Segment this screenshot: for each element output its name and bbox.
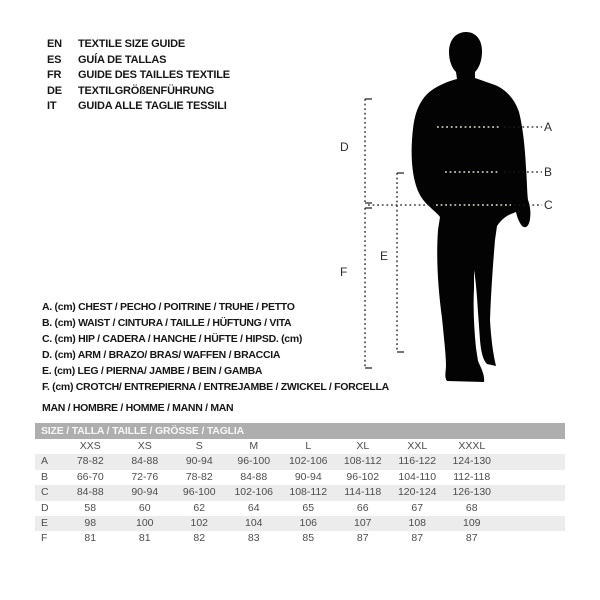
language-code: FR: [47, 69, 62, 82]
size-cell: 85: [302, 532, 315, 545]
measurement-legend: [42, 299, 389, 414]
col-header-l: L: [305, 440, 312, 452]
size-cell: 112-118: [453, 470, 491, 483]
size-cell: 84-88: [131, 455, 159, 468]
col-header-m: M: [249, 440, 259, 452]
size-table: [35, 423, 565, 547]
size-cell: 102-106: [288, 455, 328, 468]
size-cell: 81: [84, 532, 97, 545]
size-cell: 82: [193, 532, 206, 545]
measure-desc-c: C. (cm) HIP / CADERA / HANCHE / HÜFTE / HIPSD. (cm): [42, 333, 303, 345]
size-cell: 126-130: [452, 486, 492, 499]
corner-cell: [35, 439, 63, 454]
size-cell: 96-100: [182, 486, 216, 499]
row-label: D: [41, 501, 49, 514]
size-cell: 68: [465, 501, 478, 514]
marker-d: D: [340, 140, 349, 154]
measure-desc-f: F. (cm) CROTCH/ ENTREPIERNA / ENTREJAMBE / ZWICKEL / FORCELLA: [42, 381, 389, 393]
filler-cell: [499, 516, 565, 531]
language-code: EN: [47, 38, 62, 50]
size-row-b: [35, 470, 565, 485]
size-cell: 114-118: [344, 486, 382, 499]
size-row-f: [35, 531, 565, 546]
col-header-xxxl: XXXL: [458, 440, 486, 452]
filler-cell: [499, 531, 565, 546]
size-cell: 109: [462, 516, 481, 529]
size-cell: 90-94: [185, 455, 213, 468]
row-label: E: [41, 516, 49, 529]
size-cell: 108: [408, 516, 427, 529]
size-cell: 83: [247, 532, 260, 545]
size-cell: 96-100: [237, 455, 271, 468]
size-cell: 124-130: [452, 455, 492, 468]
row-label: B: [41, 470, 49, 483]
language-code: DE: [47, 84, 62, 97]
size-cell: 116-122: [398, 455, 437, 468]
language-row-de: [47, 84, 230, 100]
language-title: GUIDE DES TAILLES TEXTILE: [78, 69, 230, 82]
measure-desc-e: E. (cm) LEG / PIERNA/ JAMBE / BEIN / GAMBA: [42, 365, 263, 377]
language-title: GUIDA ALLE TAGLIE TESSILI: [78, 100, 227, 113]
language-title: TEXTILGRÖßENFÜHRUNG: [78, 84, 215, 97]
size-row-c: [35, 485, 565, 500]
size-cell: 90-94: [294, 470, 322, 483]
size-cell: 78-82: [76, 455, 104, 468]
size-cell: 81: [138, 532, 151, 545]
size-cell: 58: [84, 501, 97, 514]
size-cell: 67: [411, 501, 424, 514]
size-cell: 104: [244, 516, 263, 529]
col-header-xs: XS: [137, 440, 152, 452]
size-cell: 66-70: [76, 470, 104, 483]
size-cell: 100: [135, 516, 154, 529]
marker-f: F: [340, 265, 348, 279]
size-cell: 108-112: [343, 455, 382, 468]
size-cell: 102-106: [234, 486, 274, 499]
language-title: TEXTILE SIZE GUIDE: [78, 38, 186, 50]
size-cell: 98: [84, 516, 97, 529]
size-cell: 84-88: [76, 486, 104, 499]
measure-desc-b: B. (cm) WAIST / CINTURA / TAILLE / HÜFTUNG / VITA: [42, 317, 292, 329]
size-cell: 87: [465, 532, 478, 545]
size-cell: 107: [353, 516, 372, 529]
filler-cell: [499, 439, 565, 454]
col-header-xl: XL: [356, 440, 370, 452]
row-label: F: [41, 532, 48, 545]
language-code: IT: [47, 100, 57, 113]
marker-c: C: [544, 198, 553, 212]
size-cell: 102: [190, 516, 209, 529]
size-table-title: SIZE / TALLA / TAILLE / GRÖSSE / TAGLIA: [35, 423, 565, 439]
language-row-es: [47, 53, 230, 69]
size-cell: 62: [193, 501, 206, 514]
size-cell: 104-110: [398, 470, 437, 483]
measure-desc-d: D. (cm) ARM / BRAZO/ BRAS/ WAFFEN / BRACCIA: [42, 349, 281, 361]
col-header-xxl: XXL: [407, 440, 428, 452]
language-row-fr: [47, 68, 230, 84]
filler-cell: [499, 470, 565, 485]
row-label: A: [41, 455, 49, 468]
size-cell: 64: [247, 501, 260, 514]
size-cell: 66: [356, 501, 369, 514]
language-title: GUÍA DE TALLAS: [78, 53, 167, 66]
size-cell: 120-124: [397, 486, 437, 499]
row-label: C: [41, 486, 49, 499]
size-cell: 78-82: [185, 470, 213, 483]
size-cell: 96-102: [346, 470, 380, 483]
language-code: ES: [47, 53, 62, 66]
marker-b: B: [544, 165, 553, 179]
size-row-e: [35, 516, 565, 531]
size-cell: 65: [302, 501, 315, 514]
marker-e: E: [380, 249, 389, 263]
size-cell: 87: [411, 532, 424, 545]
col-header-s: S: [195, 440, 203, 452]
measure-desc-a: A. (cm) CHEST / PECHO / POITRINE / TRUHE / PETTO: [42, 301, 295, 313]
size-table-header-row: [35, 439, 565, 454]
language-row-it: [47, 99, 230, 115]
size-cell: 106: [299, 516, 318, 529]
filler-cell: [499, 501, 565, 516]
size-cell: 87: [356, 532, 369, 545]
size-cell: 108-112: [289, 486, 328, 499]
language-list: [47, 37, 230, 115]
language-row-en: [47, 37, 230, 53]
gender-line: MAN / HOMBRE / HOMME / MANN / MAN: [42, 402, 234, 414]
size-row-d: [35, 501, 565, 516]
size-cell: 72-76: [131, 470, 159, 483]
col-header-xxs: XXS: [79, 440, 101, 452]
filler-cell: [499, 454, 565, 469]
marker-a: A: [544, 120, 553, 134]
size-cell: 84-88: [240, 470, 268, 483]
size-row-a: [35, 454, 565, 469]
size-cell: 60: [138, 501, 151, 514]
size-cell: 90-94: [131, 486, 159, 499]
filler-cell: [499, 485, 565, 500]
